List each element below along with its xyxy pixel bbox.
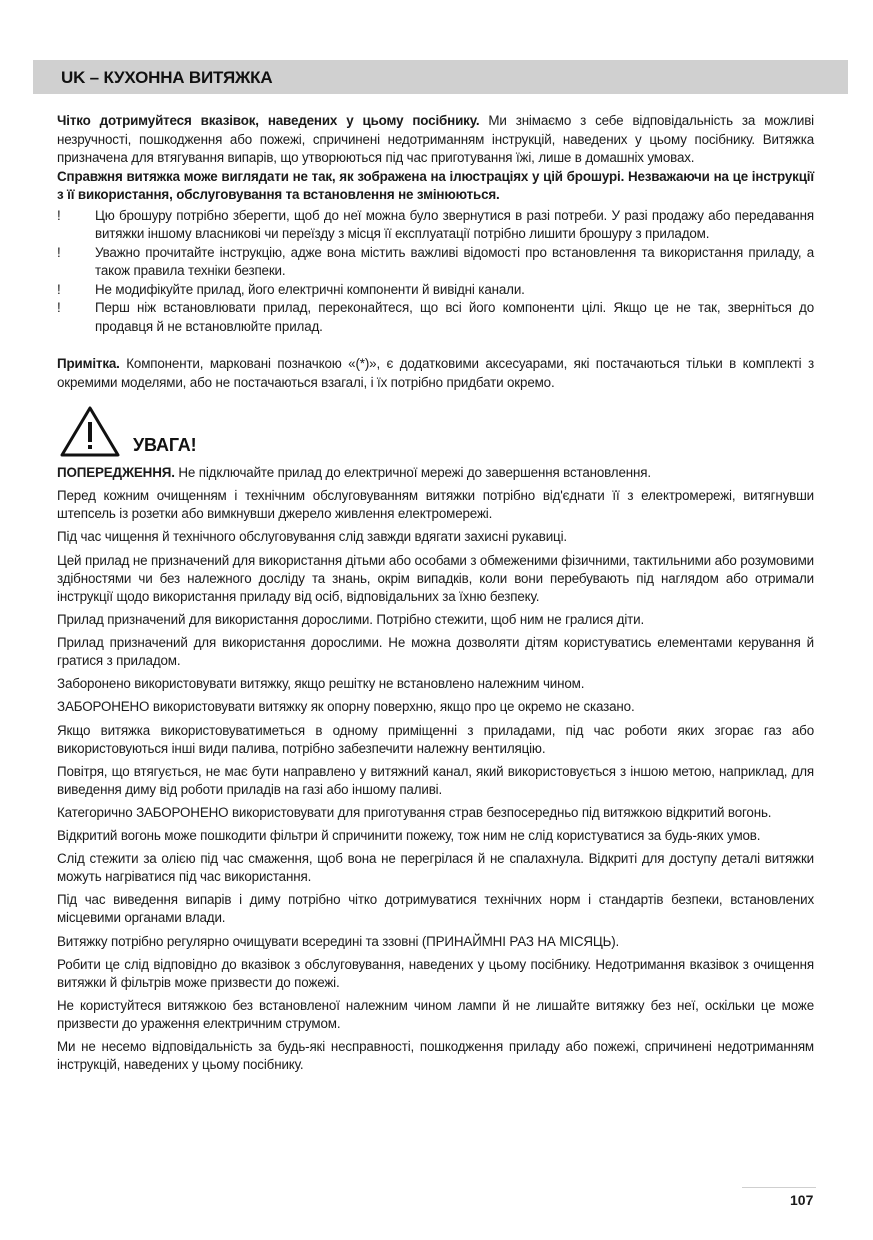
warning-paragraph: Якщо витяжка використовуватиметься в одному приміщенні з приладами, під час роботи яких згорає газ або використовуються інші види палива, потрібно забезпечити належну вентиляцію. — [57, 722, 814, 756]
list-item-text: Перш ніж встановлювати прилад, переконайтеся, що всі його компоненти цілі. Якщо це не так, зверніться до продавця й не встановлюйте прилад. — [95, 300, 814, 334]
warning-label: ПОПЕРЕДЖЕННЯ. — [57, 465, 175, 480]
warning-text: Не підключайте прилад до електричної мережі до завершення встановлення. — [174, 465, 651, 480]
warning-paragraph: Слід стежити за олією під час смаження, щоб вона не перегрілася й не спалахнула. Відкриті для доступу деталі витяжки можуть нагріватися під час використання. — [57, 851, 814, 885]
instruction-list — [57, 207, 814, 337]
document-body — [57, 112, 814, 1079]
note-paragraph — [57, 355, 814, 392]
exclamation-icon: ! — [57, 300, 61, 315]
exclamation-icon: ! — [57, 281, 61, 297]
list-item-text: Уважно прочитайте інструкцію, адже вона містить важливі відомості про встановлення та використання приладу, а також правила техніки безпеки. — [95, 244, 814, 278]
list-item-text: Не модифікуйте прилад, його електричні компоненти й вивідні канали. — [95, 281, 525, 297]
warning-paragraph: Робити це слід відповідно до вказівок з обслуговування, наведених у цьому посібнику. Недотримання вказівок з очищення витяжки й фільтрів може призвести до пожежі. — [57, 956, 814, 990]
intro-paragraph — [57, 112, 814, 168]
warning-paragraph: Повітря, що втягується, не має бути направлено у витяжний канал, який використовується з іншою метою, наприклад, для виведення диму від роботи приладів на газі або іншому паливі. — [57, 763, 814, 797]
footer-divider — [742, 1187, 816, 1188]
warning-paragraph — [57, 464, 814, 482]
warning-paragraph: Прилад призначений для використання дорослими. Потрібно стежити, щоб ним не гралися діти. — [57, 611, 645, 627]
warning-paragraph: Прилад призначений для використання дорослими. Не можна дозволяти дітям користуватись елементами керування й гратися з приладом. — [57, 634, 814, 668]
warning-paragraph: Перед кожним очищенням і технічним обслуговуванням витяжки потрібно від'єднати її з електромережі, витягнувши штепсель із розетки або вимкнувши джерело живлення електромережі. — [57, 488, 814, 522]
section-header — [33, 60, 848, 94]
intro-bold-lead: Чітко дотримуйтеся вказівок, наведених у цьому посібнику. — [57, 113, 480, 128]
warning-heading — [57, 406, 814, 464]
warning-paragraph: ЗАБОРОНЕНО використовувати витяжку як опорну поверхню, якщо про це окремо не сказано. — [57, 699, 635, 715]
intro-text: Ми знімаємо з себе відповідальність за можливі незручності, пошкодження або пожежі, спричинені недотриманням інструкцій, наведених у цьому посібнику. Витяжка призначена для втягування випарів, що утворюються під час приготування їжі, лише в домашніх умовах. — [57, 113, 814, 165]
warning-title: УВАГА! — [133, 435, 197, 455]
exclamation-icon: ! — [57, 244, 61, 260]
warning-paragraph: Під час чищення й технічного обслуговування слід завжди вдягати захисні рукавиці. — [57, 529, 567, 545]
warning-paragraph: Заборонено використовувати витяжку, якщо решітку не встановлено належним чином. — [57, 676, 585, 692]
section-title: UK – КУХОННА ВИТЯЖКА — [61, 68, 273, 87]
warning-paragraph: Не користуйтеся витяжкою без встановленої належним чином лампи й не лишайте витяжку без неї, оскільки це може призвести до ураження електричним струмом. — [57, 998, 814, 1031]
list-item — [57, 299, 814, 336]
warning-paragraph: Під час виведення випарів і диму потрібно чітко дотримуватися технічних норм і стандартів безпеки, встановлених місцевими органами влади. — [57, 892, 814, 926]
page-number: 107 — [790, 1192, 814, 1208]
warning-paragraph: Відкритий вогонь може пошкодити фільтри й спричинити пожежу, тож ним не слід користуватися за будь-яких умов. — [57, 828, 761, 844]
illustration-disclaimer: Справжня витяжка може виглядати не так, як зображена на ілюстраціях у цій брошурі. Незважаючи на це інструкції з її використання, обслуговування та встановлення не змінюються. — [57, 168, 814, 202]
note-text: Компоненти, марковані позначкою «(*)», є додатковими аксесуарами, які постачаються тільки в комплекті з окремими моделями, або не постачаються взагалі, і їх потрібно придбати окремо. — [57, 356, 814, 390]
list-item — [57, 244, 814, 281]
exclamation-icon: ! — [57, 207, 61, 223]
warning-paragraph: Цей прилад не призначений для використання дітьми або особами з обмеженими фізичними, тактильними або розумовими здібностями чи без належного досліду та знань, окрім випадків, коли вони перебувають під наглядом або отримали інструкції щодо використання приладу від осіб, відповідальних за їхню безпеку. — [57, 552, 814, 604]
note-label: Примітка. — [57, 356, 120, 371]
warning-list — [57, 464, 814, 1074]
warning-paragraph: Категорично ЗАБОРОНЕНО використовувати для приготування страв безпосередньо під витяжкою відкритий вогонь. — [57, 804, 772, 820]
warning-paragraph: Витяжку потрібно регулярно очищувати всередині та ззовні (ПРИНАЙМНІ РАЗ НА МІСЯЦЬ). — [57, 933, 620, 949]
warning-triangle-icon — [59, 406, 121, 458]
warning-paragraph: Ми не несемо відповідальність за будь-які несправності, пошкодження приладу або пожежі, спричинені недотриманням інструкцій, наведених у цьому посібнику. — [57, 1039, 814, 1073]
list-item — [57, 207, 814, 244]
list-item-text: Цю брошуру потрібно зберегти, щоб до неї можна було звернутися в разі потреби. У разі продажу або передавання витяжки іншому власникові чи переїзду з місця її експлуатації потрібно лишити брошуру з приладом. — [95, 207, 814, 241]
list-item — [57, 281, 814, 300]
